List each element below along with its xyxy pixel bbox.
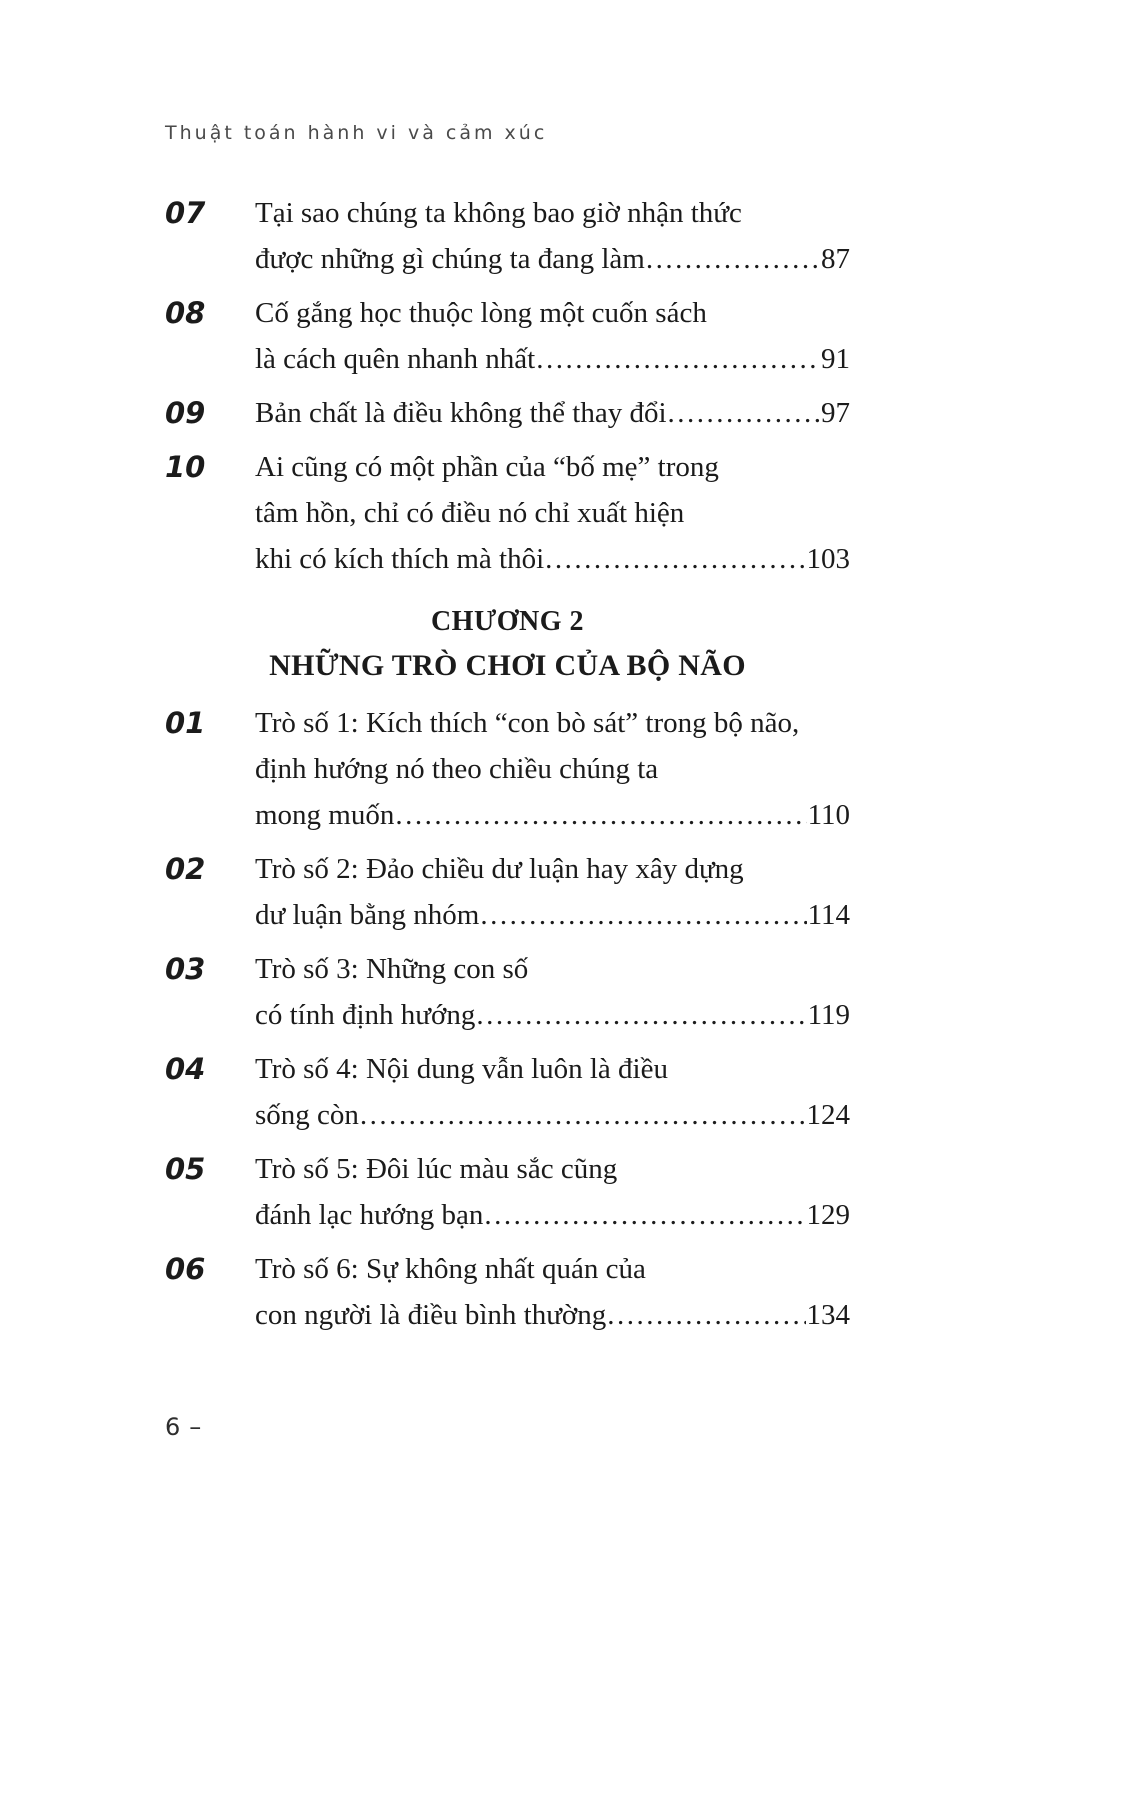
- entry-last-line: [255, 792, 850, 838]
- chapter-heading-line: CHƯƠNG 2: [430, 606, 585, 637]
- entry-text: là cách quên nhanh nhất: [255, 343, 536, 375]
- entry-text: dư luận bằng nhóm: [255, 899, 480, 931]
- entry-body: [255, 1046, 850, 1138]
- entry-text: Cố gắng học thuộc lòng một cuốn sách: [255, 297, 707, 329]
- entry-last-line: [255, 336, 850, 382]
- entry-page-number: 124: [806, 1099, 850, 1131]
- chapter-heading: [165, 600, 850, 688]
- entry-body: [255, 290, 850, 382]
- toc-entry: [165, 444, 850, 582]
- entry-number: 07: [165, 196, 206, 230]
- entry-text: được những gì chúng ta đang làm: [255, 243, 645, 275]
- entry-body: [255, 1246, 850, 1338]
- toc-entry: [165, 190, 850, 282]
- toc-section: [165, 190, 850, 582]
- footer-dash: –: [189, 1413, 202, 1441]
- entry-last-line: [255, 892, 850, 938]
- entry-number: 02: [165, 852, 206, 886]
- dot-leader: [646, 236, 820, 282]
- toc-entry: [165, 290, 850, 382]
- toc-entry: [165, 1246, 850, 1338]
- dot-leader: [545, 536, 805, 582]
- toc-entry: [165, 946, 850, 1038]
- entry-text: định hướng nó theo chiều chúng ta: [255, 753, 659, 785]
- entry-body: [255, 444, 850, 582]
- dot-leader: [607, 1292, 805, 1338]
- entry-text: Trò số 4: Nội dung vẫn luôn là điều: [255, 1053, 668, 1085]
- dot-leader: [536, 336, 820, 382]
- dot-leader: [360, 1092, 806, 1138]
- chapter-heading-line: NHỮNG TRÒ CHƠI CỦA BỘ NÃO: [269, 649, 746, 682]
- dot-leader: [484, 1192, 805, 1238]
- entry-number: 09: [165, 396, 206, 430]
- page-footer: [165, 1413, 201, 1441]
- entry-text: Trò số 5: Đôi lúc màu sắc cũng: [255, 1153, 618, 1185]
- entry-number: 04: [165, 1052, 206, 1086]
- toc-entry: [165, 390, 850, 436]
- toc-entry: [165, 1046, 850, 1138]
- entry-page-number: 103: [806, 543, 850, 575]
- entry-text: tâm hồn, chỉ có điều nó chỉ xuất hiện: [255, 497, 685, 529]
- entry-text: Trò số 6: Sự không nhất quán của: [255, 1253, 646, 1285]
- entry-text: Trò số 3: Những con số: [255, 953, 529, 985]
- entry-text: sống còn: [255, 1099, 359, 1131]
- entry-last-line: [255, 536, 850, 582]
- entry-body: [255, 1146, 850, 1238]
- entry-text: đánh lạc hướng bạn: [255, 1199, 484, 1231]
- entry-body: [255, 390, 850, 436]
- entry-last-line: [255, 236, 850, 282]
- entry-last-line: [255, 1292, 850, 1338]
- entry-number: 08: [165, 296, 206, 330]
- entry-text: có tính định hướng: [255, 999, 476, 1031]
- entry-body: [255, 700, 850, 838]
- dot-leader: [668, 390, 820, 436]
- toc: [165, 190, 850, 1346]
- entry-body: [255, 846, 850, 938]
- entry-page-number: 129: [806, 1199, 850, 1231]
- entry-last-line: [255, 992, 850, 1038]
- entry-number: 03: [165, 952, 206, 986]
- toc-entry: [165, 700, 850, 838]
- entry-text: Trò số 2: Đảo chiều dư luận hay xây dựng: [255, 853, 744, 885]
- dot-leader: [480, 892, 806, 938]
- entry-page-number: 119: [807, 999, 850, 1031]
- entry-last-line: [255, 1192, 850, 1238]
- dot-leader: [476, 992, 806, 1038]
- entry-number: 05: [165, 1152, 206, 1186]
- footer-page-number: 6: [165, 1413, 181, 1441]
- entry-page-number: 87: [821, 243, 850, 275]
- entry-text: con người là điều bình thường: [255, 1299, 607, 1331]
- entry-number: 01: [165, 706, 206, 740]
- toc-entry: [165, 1146, 850, 1238]
- dot-leader: [395, 792, 806, 838]
- entry-page-number: 91: [821, 343, 850, 375]
- entry-text: mong muốn: [255, 799, 395, 831]
- entry-body: [255, 946, 850, 1038]
- entry-text: Ai cũng có một phần của “bố mẹ” trong: [255, 451, 719, 483]
- entry-text: Trò số 1: Kích thích “con bò sát” trong bộ não,: [255, 707, 800, 739]
- entry-text: khi có kích thích mà thôi: [255, 543, 545, 575]
- entry-page-number: 110: [807, 799, 850, 831]
- entry-page-number: 114: [807, 899, 850, 931]
- entry-last-line: [255, 1092, 850, 1138]
- entry-last-line: [255, 390, 850, 436]
- entry-text: Tại sao chúng ta không bao giờ nhận thức: [255, 197, 742, 229]
- entry-page-number: 97: [821, 397, 850, 429]
- running-header: Thuật toán hành vi và cảm xúc: [165, 122, 548, 144]
- entry-number: 10: [165, 450, 206, 484]
- entry-page-number: 134: [806, 1299, 850, 1331]
- toc-entry: [165, 846, 850, 938]
- entry-number: 06: [165, 1252, 206, 1286]
- entry-text: Bản chất là điều không thể thay đổi: [255, 397, 667, 429]
- toc-section: [165, 600, 850, 1338]
- entry-body: [255, 190, 850, 282]
